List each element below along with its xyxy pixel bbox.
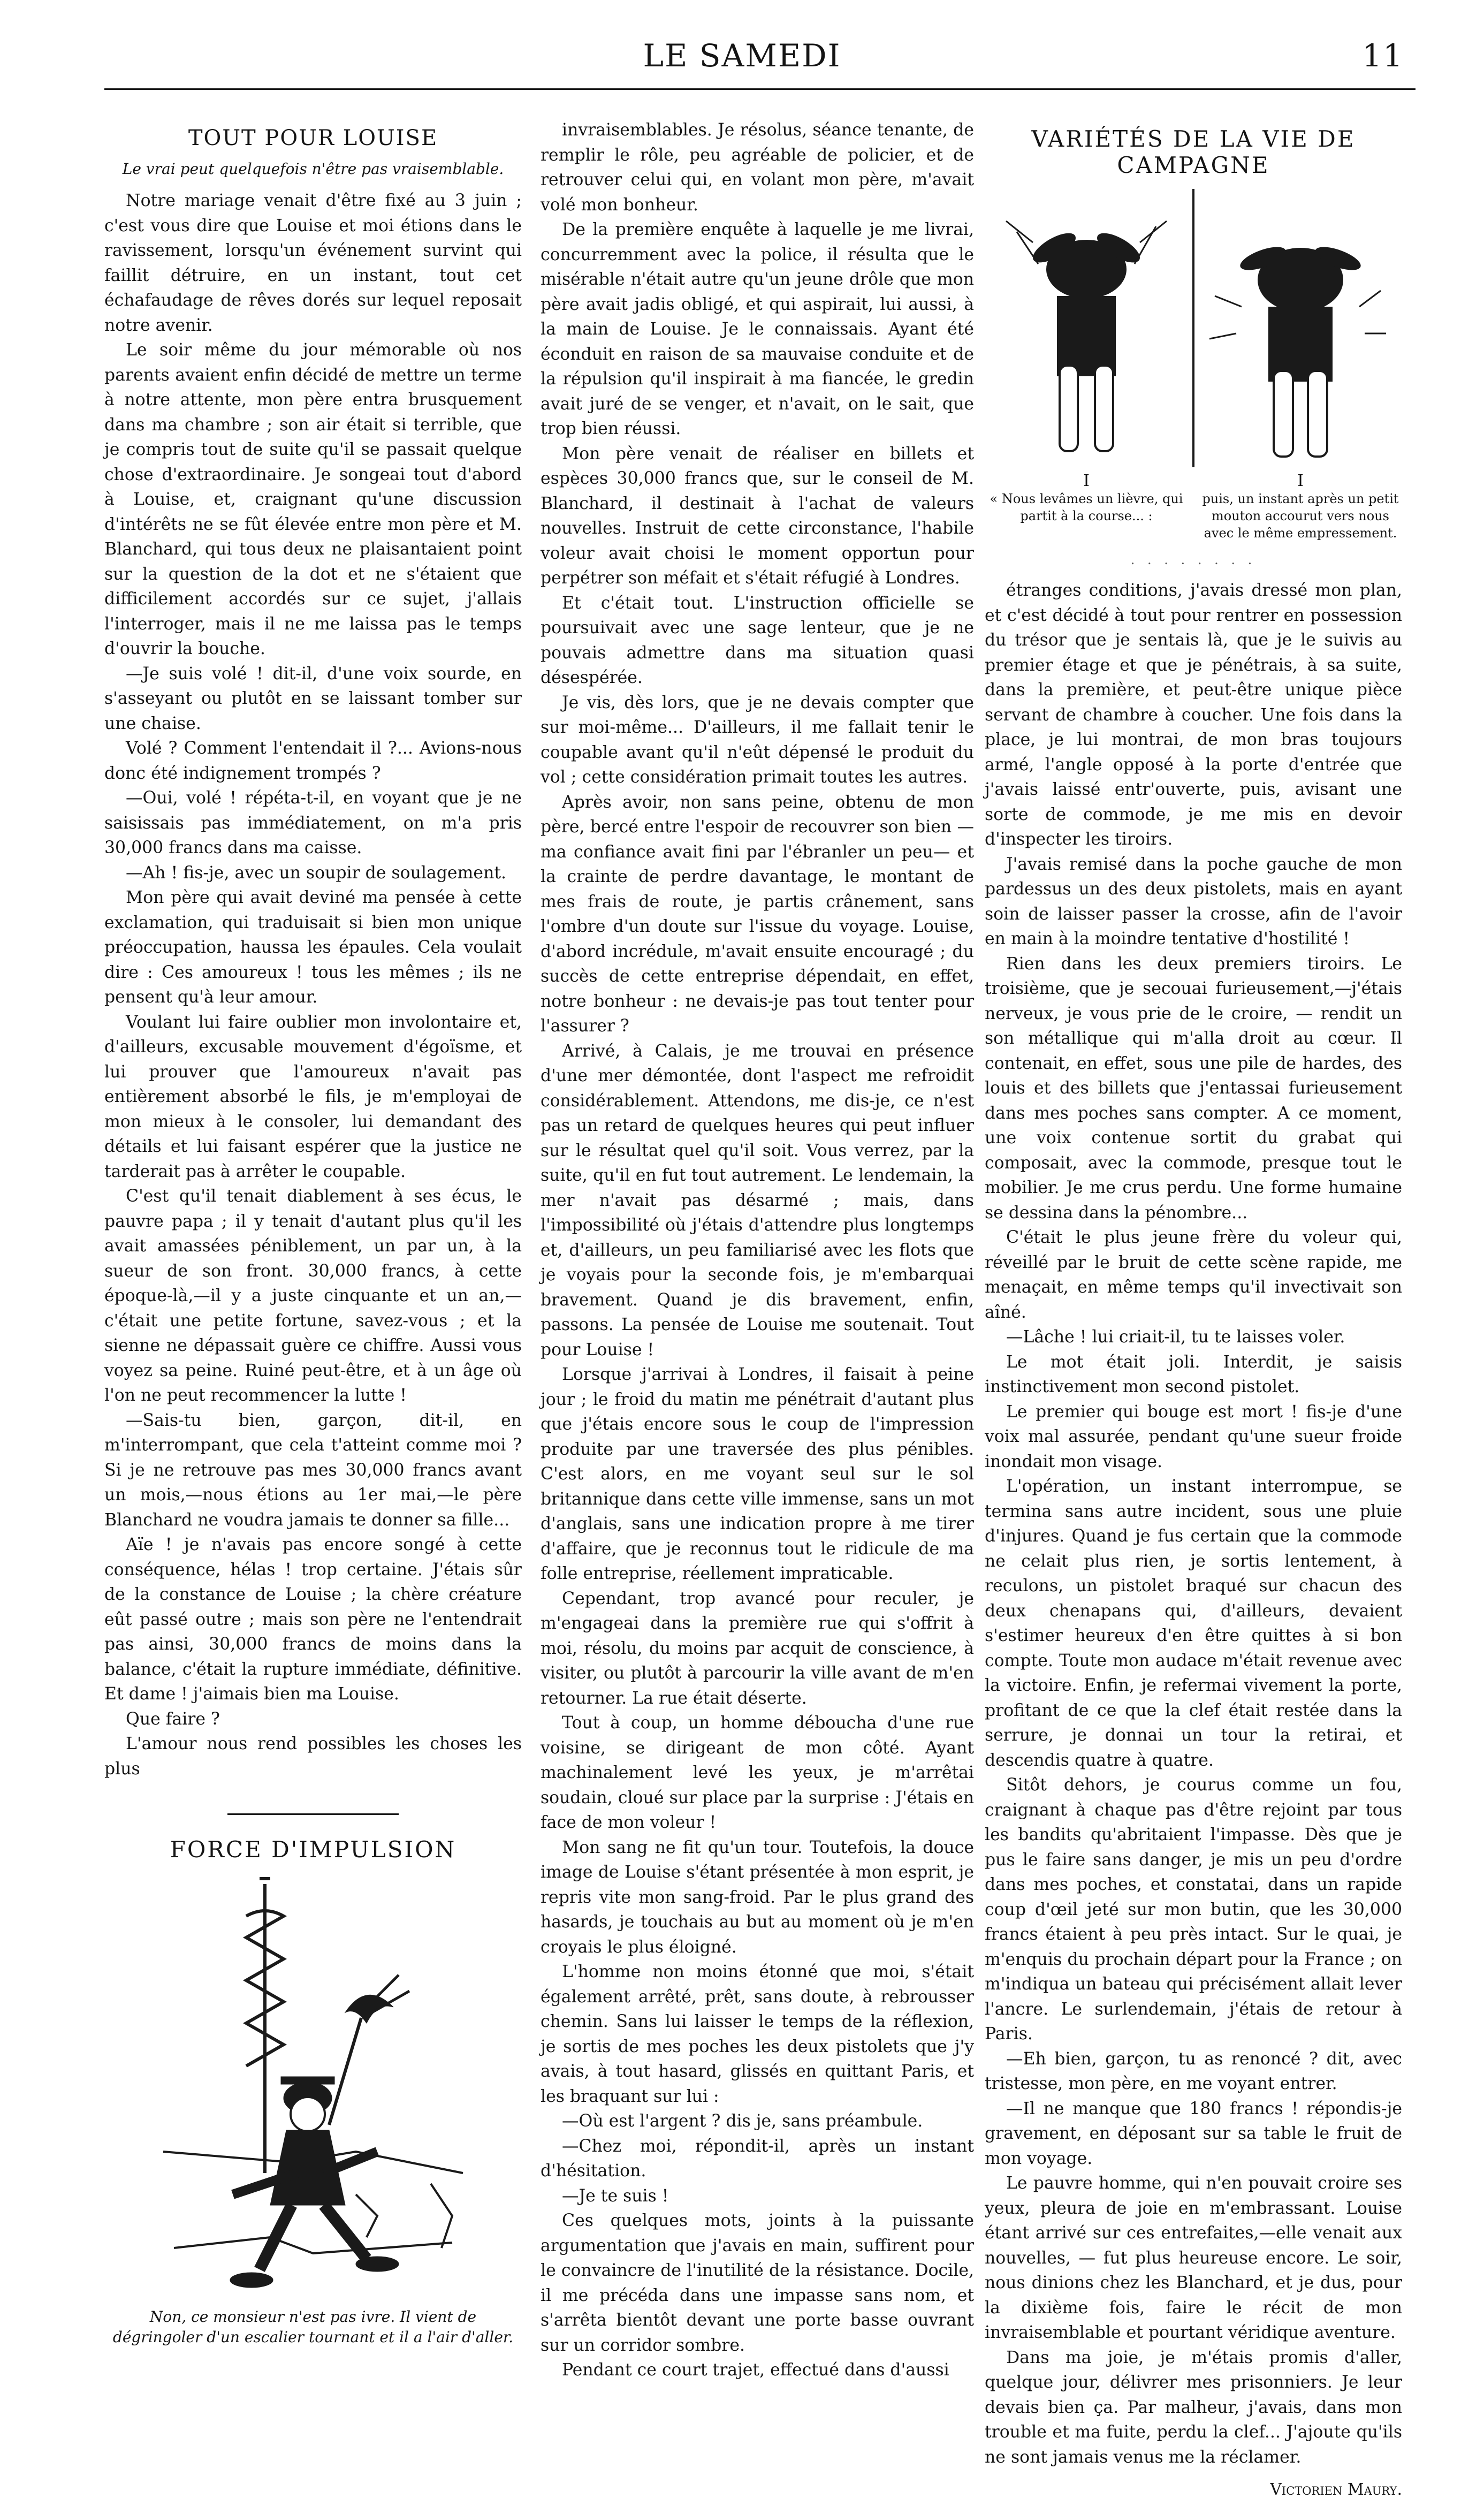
- paragraph: Cependant, trop avancé pour reculer, je m'engageai dans la première rue qui s'offrit à moi, résolu, du moins par acquit de conscience, à visiter, ou plutôt à parcourir la ville avant de m'en retourner. La rue était déserte.: [541, 1589, 974, 1708]
- paragraph: Que faire ?: [126, 1709, 220, 1729]
- comic-panel-2: [1199, 189, 1402, 542]
- column-1-text: [104, 188, 522, 1781]
- comic-panel-1: [985, 189, 1188, 542]
- paragraph: Après avoir, non sans peine, obtenu de mon père, bercé entre l'espoir de recouvrer son bien —ma confiance avait fini par l'ébranler un peu— et la crainte de perdre davantage, le montant de mes frais de route, je partis crânement, sans l'ombre d'un doute sur l'issue du voyage. Louise, d'abord incrédule, m'avait ensuite encouragé ; du succès de cette entreprise dépendait, en effet, notre bonheur : ne devais-je pas tout tenter pour l'assurer ?: [541, 792, 974, 1036]
- paragraph: J'avais remisé dans la poche gauche de mon pardessus un des deux pistolets, mais en ayant soin de laisser passer la crosse, afin de l'avoir en main à la moindre tentative d'hostilité !: [985, 854, 1402, 948]
- column-2: [541, 118, 974, 2383]
- paragraph: Le pauvre homme, qui n'en pouvait croire ses yeux, pleura de joie en m'embrassant. Louise étant arrivé sur ces entrefaites,—elle venait aux nouvelles, — fut plus heureuse encore. Le soir, nous dinions chez les Blanchard, et je dus, pour la dixième fois, faire le récit de mon invraisemblable et pourtant véridique aventure.: [985, 2174, 1402, 2342]
- section-divider: [227, 1813, 399, 1815]
- paragraph: Rien dans les deux premiers tiroirs. Le troisième, que je secouai furieusement,—j'étais nerveux, je vous prie de le croire, — rendit un son métallique qui m'alla droit au cœur. Il contenait, en effet, sous une pile de hardes, des louis et des billets que j'entassai furieusement dans mes poches sans compter. A ce moment, une voix contenue sortit du grabat qui composait, avec la commode, presque tout le mobilier. Je me crus perdu. Une forme humaine se dessina dans la pénombre...: [985, 954, 1402, 1222]
- force-caption: Non, ce monsieur n'est pas ivre. Il vient de dégringoler d'un escalier tournant et il a l'air d'aller.: [112, 2308, 514, 2346]
- paragraph: —Lâche ! lui criait-il, tu te laisses voler.: [1006, 1327, 1345, 1347]
- publication-title: LE SAMEDI: [643, 37, 841, 74]
- paragraph: —Sais-tu bien, garçon, dit-il, en m'interrompant, que cela t'atteint comme moi ? Si je ne retrouve pas mes 30,000 francs avant un mois,—nous étions au 1er mai,—le père Blanchard ne voudra jamais te donner sa fille...: [104, 1410, 522, 1530]
- panel-1-caption: « Nous levâmes un lièvre, qui partit à la course... :: [990, 491, 1183, 523]
- paragraph: —Où est l'argent ? dis je, sans préambule.: [562, 2111, 923, 2131]
- paragraph: —Ah ! fis-je, avec un soupir de soulagement.: [126, 863, 507, 883]
- paragraph: Notre mariage venait d'être fixé au 3 juin ; c'est vous dire que Louise et moi étions dans le ravissement, lorsqu'un événement survint qui faillit détruire, en un instant, tout cet échafaudage de rêves dorés sur lequel reposait notre avenir.: [104, 191, 522, 335]
- paragraph: L'opération, un instant interrompue, se termina sans autre incident, sous une pluie d'injures. Quand je fus certain que la commode ne celait plus rien, je sortis lentement, à reculons, un pistolet braqué sur chacun des deux chenapans qui, d'ailleurs, devaient s'estimer heureux d'en être quittes à si bon compte. Toute mon audace m'était revenue avec la victoire. Enfin, je refermai vivement la porte, profitant de ce que la clef était restée dans la serrure, je donnai un tour la retirai, et descendis quatre à quatre.: [985, 1477, 1402, 1770]
- paragraph: L'homme non moins étonné que moi, s'était également arrêté, prêt, sans doute, à rebrousser chemin. Sans lui laisser le temps de la réflexion, je sortis de mes poches les deux pistolets que j'y avais, à tout hasard, glissés en quittant Paris, et les braquant sur lui :: [541, 1962, 974, 2106]
- comic-title: VARIÉTÉS DE LA VIE DE CAMPAGNE: [1031, 126, 1356, 178]
- column-2-text: [541, 118, 974, 2383]
- panel-2-number: I: [1297, 472, 1304, 490]
- paragraph: Lorsque j'arrivai à Londres, il faisait à peine jour ; le froid du matin me pénétrait d'autant plus que j'étais encore sous le coup de l'impression produite par une traversée des plus pénibles. C'est alors, en me voyant seul sur le sol britannique dans cette ville immense, sans un mot d'anglais, sans une indication propre à me tirer d'affaire, que je reconnus tout le ridicule de ma folle entreprise, réellement impraticable.: [541, 1365, 974, 1583]
- paragraph: —Il ne manque que 180 francs ! répondis-je gravement, en déposant sur sa table le fruit de mon voyage.: [985, 2099, 1402, 2168]
- paragraph: —Eh bien, garçon, tu as renoncé ? dit, avec tristesse, mon père, en me voyant entrer.: [985, 2049, 1402, 2093]
- dotted-separator: . . . . . . . .: [1130, 552, 1257, 567]
- force-title: FORCE D'IMPULSION: [170, 1836, 456, 1863]
- column-3-text: [985, 578, 1402, 2470]
- falling-man-illustration: [153, 1873, 474, 2301]
- paragraph: Je vis, dès lors, que je ne devais compter que sur moi-même... D'ailleurs, il me fallait tenir le coupable avant qu'il n'eût dépensé le produit du vol ; cette considération primait toutes les autres.: [541, 693, 974, 787]
- story-subtitle: Le vrai peut quelquefois n'être pas vraisemblable.: [122, 160, 504, 178]
- paragraph: Tout à coup, un homme déboucha d'une rue voisine, se dirigeant de mon côté. Ayant machinalement levé les yeux, je m'arrêtai soudain, cloué sur place par la surprise : J'étais en face de mon voleur !: [541, 1713, 974, 1832]
- paragraph: Arrivé, à Calais, je me trouvai en présence d'une mer démontée, dont l'aspect me refroidit considérablement. Attendons, me dis-je, ce n'est pas un retard de quelques heures qui peut influer sur le résultat quel qu'il soit. Vous verrez, par la suite, qu'il en fut tout autrement. Le lendemain, la mer n'avait pas désarmé ; mais, dans l'impossibilité où j'étais d'attendre plus longtemps et, d'ailleurs, un peu familiarisé avec les flots que je voyais pour la seconde fois, je m'embarquai bravement. Quand je dis bravement, enfin, passons. La pensée de Louise me soutenait. Tout pour Louise !: [541, 1041, 974, 1359]
- paragraph: —Oui, volé ! répéta-t-il, en voyant que je ne saisissais pas immédiatement, on m'a pris 30,000 francs dans ma caisse.: [104, 788, 522, 857]
- paragraph: —Je suis volé ! dit-il, d'une voix sourde, en s'asseyant ou plutôt en se laissant tomber sur une chaise.: [104, 664, 522, 733]
- paragraph: C'est qu'il tenait diablement à ses écus, le pauvre papa ; il y tenait d'autant plus qu'il les avait amassées péniblement, un par un, à la sueur de son front. 30,000 francs, à cette époque-là,—il y a juste cinquante et un an,—c'était une petite fortune, savez-vous ; et la sienne ne dépassait guère ce chiffre. Aussi vous voyez sa peine. Ruiné peut-être, et à un âge où l'on ne peut recommencer la lutte !: [104, 1187, 522, 1405]
- panel-1-number: I: [1083, 472, 1090, 490]
- paragraph: Ces quelques mots, joints à la puissante argumentation que j'avais en main, suffirent pour le convaincre de l'inutilité de la résistance. Docile, il me précéda dans une impasse sans nom, et s'arrêta bientôt devant une porte basse ouvrant sur un corridor sombre.: [541, 2211, 974, 2355]
- paragraph: Mon père venait de réaliser en billets et espèces 30,000 francs que, sur le conseil de M. Blanchard, il destinait à l'achat de valeurs nouvelles. Instruit de cette circonstance, l'habile voleur avait choisi le moment opportun pour perpétrer son méfait et s'était réfugié à Londres.: [541, 444, 974, 588]
- paragraph: Et c'était tout. L'instruction officielle se poursuivait avec une sage lenteur, que je ne pouvais admettre dans ma situation quasi désespérée.: [541, 593, 974, 687]
- column-1: [104, 118, 522, 2348]
- paragraph: L'amour nous rend possibles les choses les plus: [104, 1734, 522, 1779]
- paragraph: invraisemblables. Je résolus, séance tenante, de remplir le rôle, peu agréable de policier, et de retrouver celui qui, en volant mon père, m'avait volé mon bonheur.: [541, 120, 974, 215]
- paragraph: Pendant ce court trajet, effectué dans d'aussi: [562, 2360, 949, 2380]
- paragraph: Sitôt dehors, je courus comme un fou, craignant à chaque pas d'être rejoint par tous les bandits qu'abritaient l'impasse. Dès que je pus le faire sans danger, je mis un peu d'ordre dans mes poches, et constatai, dans un rapide coup d'œil jeté sur mon butin, que les 30,000 francs étaient à peu près intact. Sur le quai, je m'enquis du prochain départ pour la France ; on m'indiqua un bateau qui précisément allait lever l'ancre. Le surlendemain, j'étais de retour à Paris.: [985, 1775, 1402, 2044]
- paragraph: —Chez moi, répondit-il, après un instant d'hésitation.: [541, 2136, 974, 2181]
- paragraph: C'était le plus jeune frère du voleur qui, réveillé par le bruit de cette scène rapide, me menaçait, en même temps qu'il invectivait son aîné.: [985, 1228, 1402, 1322]
- column-3: [985, 118, 1402, 2499]
- paragraph: Volé ? Comment l'entendait il ?... Avions-nous donc été indignement trompés ?: [104, 739, 522, 783]
- hare-illustration: [985, 189, 1188, 467]
- paragraph: Mon sang ne fit qu'un tour. Toutefois, la douce image de Louise s'étant présentée à mon esprit, je repris vite mon sang-froid. Par le plus grand des hasards, je touchais au but au moment où je m'en croyais le plus éloigné.: [541, 1837, 974, 1957]
- paragraph: Dans ma joie, je m'étais promis d'aller, quelque jour, délivrer mes prisonniers. Je leur devais bien ça. Par malheur, j'avais, dans mon trouble et ma fuite, perdu la clef... J'ajoute qu'ils ne sont jamais venus me la réclamer.: [985, 2348, 1402, 2467]
- page-number: 11: [1362, 37, 1404, 74]
- paragraph: étranges conditions, j'avais dressé mon plan, et c'est décidé à tout pour rentrer en possession du trésor que je sentais là, que je le suivis au premier étage et que je pénétrais, à sa suite, dans la première, et peut-être unique pièce servant de chambre à coucher. Une fois dans la place, je lui montrai, de mon bras toujours armé, l'angle opposé à la porte d'entrée que j'avais laissé entr'ouverte, puis, avisant une sorte de commode, je me mis en devoir d'inspecter les tiroirs.: [985, 581, 1402, 849]
- sheep-illustration: [1199, 189, 1402, 467]
- paragraph: —Je te suis !: [562, 2186, 669, 2206]
- story-title: TOUT POUR LOUISE: [188, 126, 438, 150]
- paragraph: Voulant lui faire oublier mon involontaire et, d'ailleurs, excusable mouvement d'égoïsme, et lui prouver que l'amoureux n'avait pas entièrement absorbé le fils, je m'employai de mon mieux à le consoler, lui demandant des détails et lui faisant espérer que la justice ne tarderait pas à arrêter le coupable.: [104, 1012, 522, 1181]
- paragraph: De la première enquête à laquelle je me livrai, concurremment avec la police, il résulta que le misérable n'était autre qu'un jeune drôle que mon père avait jadis obligé, et qui aspirait, lui aussi, à la main de Louise. Je le connaissais. Ayant été éconduit en raison de sa mauvaise conduite et de la répulsion qu'il inspirait à ma fiancée, le gredin avait juré de se venger, et n'avait, on le sait, que trop bien réussi.: [541, 220, 974, 438]
- paragraph: Mon père qui avait deviné ma pensée à cette exclamation, qui traduisait si bien mon unique préoccupation, haussa les épaules. Cela voulait dire : Ces amoureux ! tous les mêmes ; ils ne pensent qu'à leur amour.: [104, 888, 522, 1007]
- comic-panel-divider: [1192, 189, 1194, 467]
- comic-panels: [985, 189, 1402, 542]
- paragraph: Aïe ! je n'avais pas encore songé à cette conséquence, hélas ! trop certaine. J'étais sûr de la constance de Louise ; la chère créature eût passé outre ; mais son père ne l'entendrait pas ainsi, 30,000 francs de moins dans la balance, c'était la rupture immédiate, définitive. Et dame ! j'aimais bien ma Louise.: [104, 1535, 522, 1704]
- panel-2-caption: puis, un instant après un petit mouton accourut vers nous avec le même empressement.: [1202, 491, 1399, 541]
- paragraph: Le mot était joli. Interdit, je saisis instinctivement mon second pistolet.: [985, 1352, 1402, 1396]
- header-rule: [104, 88, 1415, 90]
- paragraph: Le soir même du jour mémorable où nos parents avaient enfin décidé de mettre un terme à notre attente, mon père entra brusquement dans ma chambre ; son air était si terrible, que je compris tout de suite qu'il se passait quelque chose d'extraordinaire. Je songeai tout d'abord à Louise, et, craignant qu'une discussion d'intérêts ne se fût élevée entre mon père et M. Blanchard, qui tous deux ne plaisantaient point sur la question de la dot et ne s'étaient que difficilement accordés sur ce sujet, j'allais l'interroger, mais il ne me laissa pas le temps d'ouvrir la bouche.: [104, 340, 522, 658]
- author-signature: Victorien Maury.: [1270, 2480, 1402, 2499]
- paragraph: Le premier qui bouge est mort ! fis-je d'une voix mal assurée, pendant qu'une sueur froide inondait mon visage.: [985, 1402, 1402, 1471]
